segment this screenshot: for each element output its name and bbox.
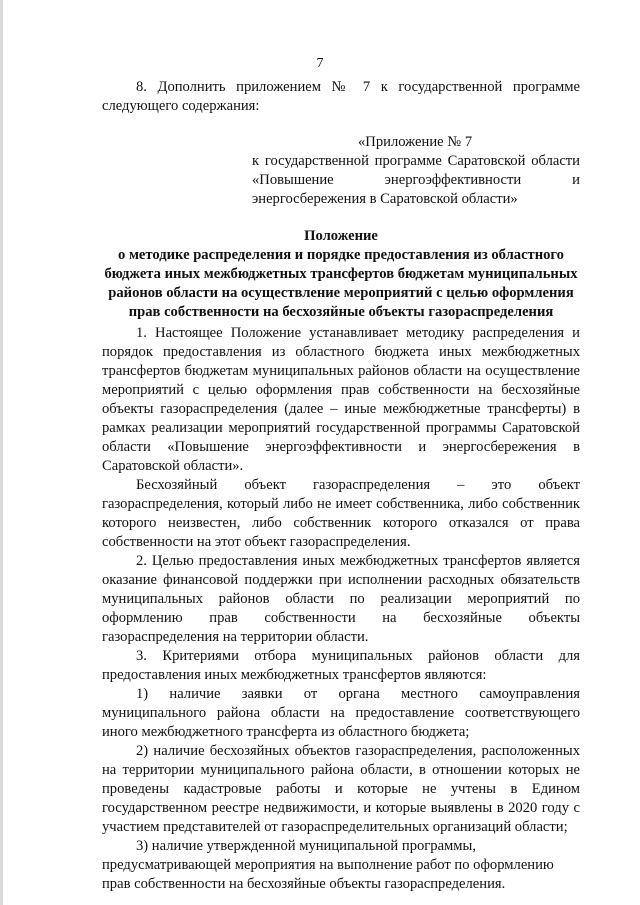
paragraph-6: 2) наличие бесхозяйных объектов газораспределения, расположенных на территории муниципального района области, в отношении которых не проведены кадастровые работы и которые не учтены в Едином государственном реестре недвижимости, и которые выявлены в 2020 году с участием представителей от газораспределительных организаций области; — [102, 743, 580, 835]
appendix-number: «Приложение № 7 — [358, 134, 473, 150]
title-line-4: районов области на осуществление мероприятий с целью оформления — [108, 285, 574, 301]
title-line-2: о методике распределения и порядке предоставления из областного — [118, 247, 564, 263]
paragraph-5: 1) наличие заявки от органа местного самоуправления муниципального района области на предоставление соответствующего иного межбюджетного трансферта из областного бюджета; — [102, 686, 580, 740]
title-line-3: бюджета иных межбюджетных трансфертов бюджетам муниципальных — [104, 266, 578, 282]
paragraph-2: Бесхозяйный объект газораспределения – это объект газораспределения, который либо не имеет собственника, либо собственник которого неизвестен, либо собственник которого отказался от права собственности на этот объект газораспределения. — [102, 477, 580, 550]
intro-paragraph: 8. Дополнить приложением № 7 к государственной программе следующего содержания: — [102, 79, 580, 114]
paragraph-7: 3) наличие утвержденной муниципальной программы, предусматривающей мероприятия на выполнение работ по оформлению прав собственности на бесхозяйные объекты газораспределения. — [102, 838, 554, 892]
appendix-heading — [252, 133, 580, 209]
paragraph-4: 3. Критериями отбора муниципальных районов области для предоставления иных межбюджетных трансфертов являются: — [102, 648, 580, 683]
page-number: 7 — [316, 56, 324, 71]
scan-edge — [0, 0, 3, 905]
title-line-5: прав собственности на бесхозяйные объекты газораспределения — [128, 304, 554, 320]
title-line-1: Положение — [304, 228, 378, 244]
paragraph-1: 1. Настоящее Положение устанавливает методику распределения и порядок предоставления из областного бюджета иных межбюджетных трансфертов бюджетам муниципальных районов области на осуществление мероприятий с целью оформления прав собственности на бесхозяйные объекты газораспределения (далее – иные межбюджетные трансферты) в рамках реализации мероприятий государственной программы Саратовской области «Повышение энергоэффективности и энергосбережения в Саратовской области». — [102, 325, 580, 474]
paragraph-3: 2. Целью предоставления иных межбюджетных трансфертов является оказание финансовой поддержки при исполнении расходных обязательств муниципальных районов области по реализации мероприятий по оформлению прав собственности на бесхозяйные объекты газораспределения на территории области. — [102, 553, 580, 645]
appendix-reference: к государственной программе Саратовской области «Повышение энергоэффективности и энергосбережения в Саратовской области» — [252, 153, 580, 207]
document-title — [102, 227, 580, 322]
document-body — [102, 324, 580, 894]
